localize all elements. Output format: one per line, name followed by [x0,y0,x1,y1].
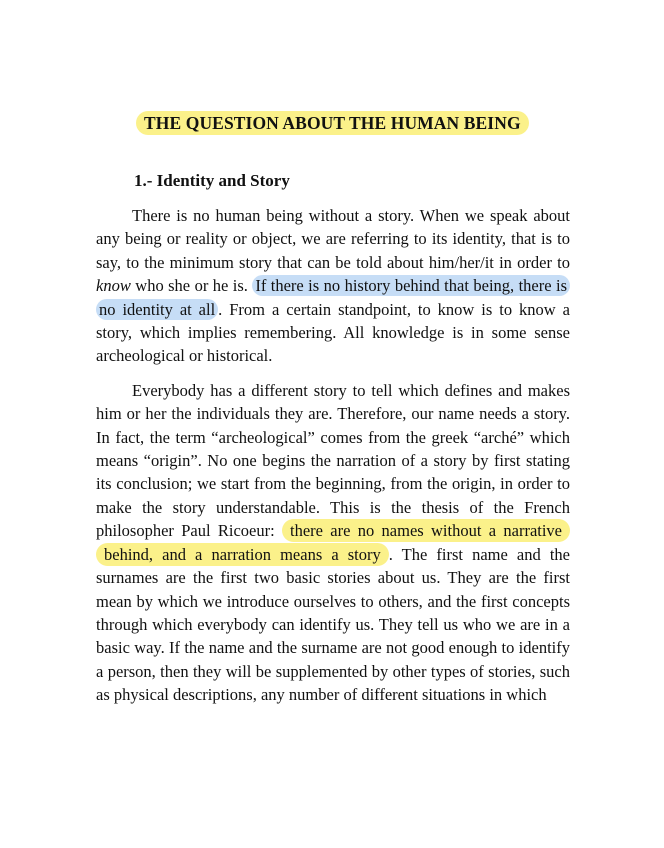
paragraph-2 [96,379,570,707]
body-text [96,204,570,718]
yellow-highlight-narrative[interactable]: there are no names without a narrative behind, and a narration means a story [96,519,570,565]
paragraph-1-text-a: There is no human being without a story. When we speak about any being or reality or object, we are referring to its identity, that is to say, to the minimum story that can be told about him/her/it in order to [96,206,570,272]
emphasis-know: know [96,276,131,296]
paragraph-1-text-c: . From a certain standpoint, to know is to know a story, which implies remembering. All knowledge is in some sense archeological or historical. [96,299,570,366]
paragraph-2-text-a: Everybody has a different story to tell which defines and makes him or her the individuals they are. Therefore, our name needs a story. In fact, the term “archeological” comes from the greek “arché” which means “origin”. No one begins the narration of a story by first stating its conclusion; we start from the beginning, from the origin, in order to make the story understandable. This is the thesis of the French philosopher Paul Ricoeur: [96,380,570,541]
paragraph-2-text-b: . The first name and the surnames are the first two basic stories about us. They are the first mean by which we introduce ourselves to others, and the first concepts through which everybody can identify us. They tell us who we are in a basic way. If the name and the surname are not good enough to identify a person, then they will be supplemented by other types of stories, such as physical descriptions, any number of different situations in which [96,544,570,705]
blue-highlight-identity[interactable]: If there is no history behind that being, there is no identity at all [96,275,570,319]
document-title [136,112,529,134]
section-heading: 1.- Identity and Story [134,171,290,190]
paragraph-1-text-b: who she or he is. [130,276,253,296]
title-highlight[interactable]: THE QUESTION ABOUT THE HUMAN BEING [136,111,529,135]
paragraph-1 [96,204,570,368]
